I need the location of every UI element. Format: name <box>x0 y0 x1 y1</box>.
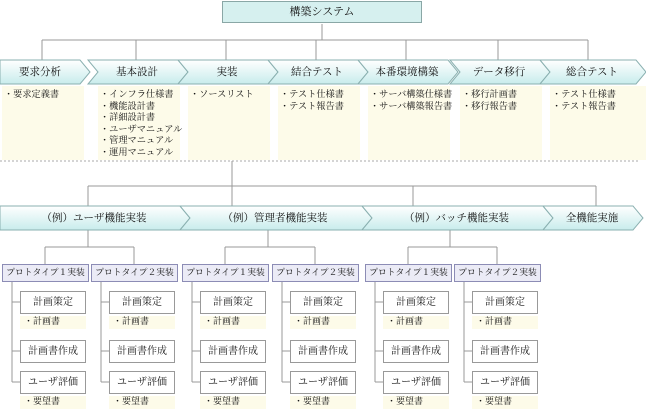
task-2-0-2: ユーザ評価 <box>383 371 449 394</box>
deliverable-item: ・サーバ構築仕様書 <box>370 89 453 100</box>
root-box: 構築システム <box>222 1 422 23</box>
task-2-1-0: 計画策定 <box>472 291 538 314</box>
phase-label-6: 総合テスト <box>565 66 619 78</box>
deliverable-item: ・機能設計書 <box>100 100 156 112</box>
task-2-0-0: 計画策定 <box>383 291 449 314</box>
phase-label-0: 要求分析 <box>19 66 61 78</box>
deliverable-item: ・テスト仕様書 <box>280 89 344 100</box>
prototype-1-1: プロトタイプ２実装 <box>272 264 359 282</box>
deliverable-item: ・インフラ仕様書 <box>100 89 174 100</box>
task-doc-1-0-2: ・要望書 <box>200 396 266 409</box>
deliverables-box-5 <box>460 86 542 160</box>
deliverable-item: ・テスト報告書 <box>552 100 616 112</box>
phase-label-2: 実装 <box>216 66 238 78</box>
deliverables-box-4 <box>368 86 453 160</box>
task-1-0-2: ユーザ評価 <box>200 371 266 394</box>
task-doc-2-1-0: ・計画書 <box>472 316 538 329</box>
task-doc-0-0-2: ・要望書 <box>20 396 86 409</box>
prototype-1-0: プロトタイプ１実装 <box>182 264 269 282</box>
task-doc-0-0-0: ・計画書 <box>20 316 86 329</box>
task-1-0-0: 計画策定 <box>200 291 266 314</box>
deliverable-item: ・テスト報告書 <box>280 100 344 112</box>
phase-label-4: 本番環境構築 <box>375 66 439 78</box>
deliverables-box-6 <box>550 86 646 160</box>
task-doc-2-1-2: ・要望書 <box>472 396 538 409</box>
task-2-1-1: 計画書作成 <box>472 340 538 363</box>
task-0-0-2: ユーザ評価 <box>20 371 86 394</box>
deliverable-item: ・詳細設計書 <box>100 112 156 123</box>
deliverables-box-2 <box>188 86 270 160</box>
task-doc-2-0-0: ・計画書 <box>383 316 449 329</box>
task-0-1-2: ユーザ評価 <box>109 371 175 394</box>
prototype-2-1: プロトタイプ２実装 <box>454 264 541 282</box>
deliverable-item: ・要求定義書 <box>4 89 60 100</box>
deliverable-item: ・テスト仕様書 <box>552 89 616 100</box>
task-0-1-0: 計画策定 <box>109 291 175 314</box>
task-0-0-1: 計画書作成 <box>20 340 86 363</box>
deliverable-item: ・ユーザマニュアル <box>100 123 183 135</box>
deliverable-item: ・運用マニュアル <box>100 146 174 158</box>
deliverables-box-1 <box>98 86 183 160</box>
impl-label-3: 全機能実施 <box>565 212 619 224</box>
deliverable-item: ・サーバ構築報告書 <box>370 100 453 112</box>
task-doc-1-1-2: ・要望書 <box>290 396 356 409</box>
impl-label-2: （例）バッチ機能実装 <box>404 212 509 224</box>
deliverable-item: ・移行報告書 <box>462 100 518 112</box>
task-doc-1-1-0: ・計画書 <box>290 316 356 329</box>
task-0-0-0: 計画策定 <box>20 291 86 314</box>
task-doc-0-1-2: ・要望書 <box>109 396 175 409</box>
prototype-0-0: プロトタイプ１実装 <box>2 264 89 282</box>
task-doc-2-0-2: ・要望書 <box>383 396 449 409</box>
phase-label-3: 結合テスト <box>290 66 344 78</box>
deliverable-item: ・移行計画書 <box>462 89 518 100</box>
task-0-1-1: 計画書作成 <box>109 340 175 363</box>
task-1-1-2: ユーザ評価 <box>290 371 356 394</box>
deliverables-box-0 <box>2 86 84 160</box>
impl-label-0: （例）ユーザ機能実装 <box>41 212 147 224</box>
deliverable-item: ・管理マニュアル <box>100 135 174 146</box>
prototype-0-1: プロトタイプ２実装 <box>91 264 178 282</box>
deliverables-box-3 <box>278 86 360 160</box>
impl-label-1: （例）管理者機能実装 <box>222 212 328 224</box>
deliverable-item: ・ソースリスト <box>190 89 254 100</box>
task-doc-0-1-0: ・計画書 <box>109 316 175 329</box>
task-2-1-2: ユーザ評価 <box>472 371 538 394</box>
task-doc-1-0-0: ・計画書 <box>200 316 266 329</box>
task-2-0-1: 計画書作成 <box>383 340 449 363</box>
task-1-1-0: 計画策定 <box>290 291 356 314</box>
task-1-1-1: 計画書作成 <box>290 340 356 363</box>
phase-label-5: データ移行 <box>472 66 526 78</box>
prototype-2-0: プロトタイプ１実装 <box>365 264 452 282</box>
phase-label-1: 基本設計 <box>116 66 158 78</box>
task-1-0-1: 計画書作成 <box>200 340 266 363</box>
